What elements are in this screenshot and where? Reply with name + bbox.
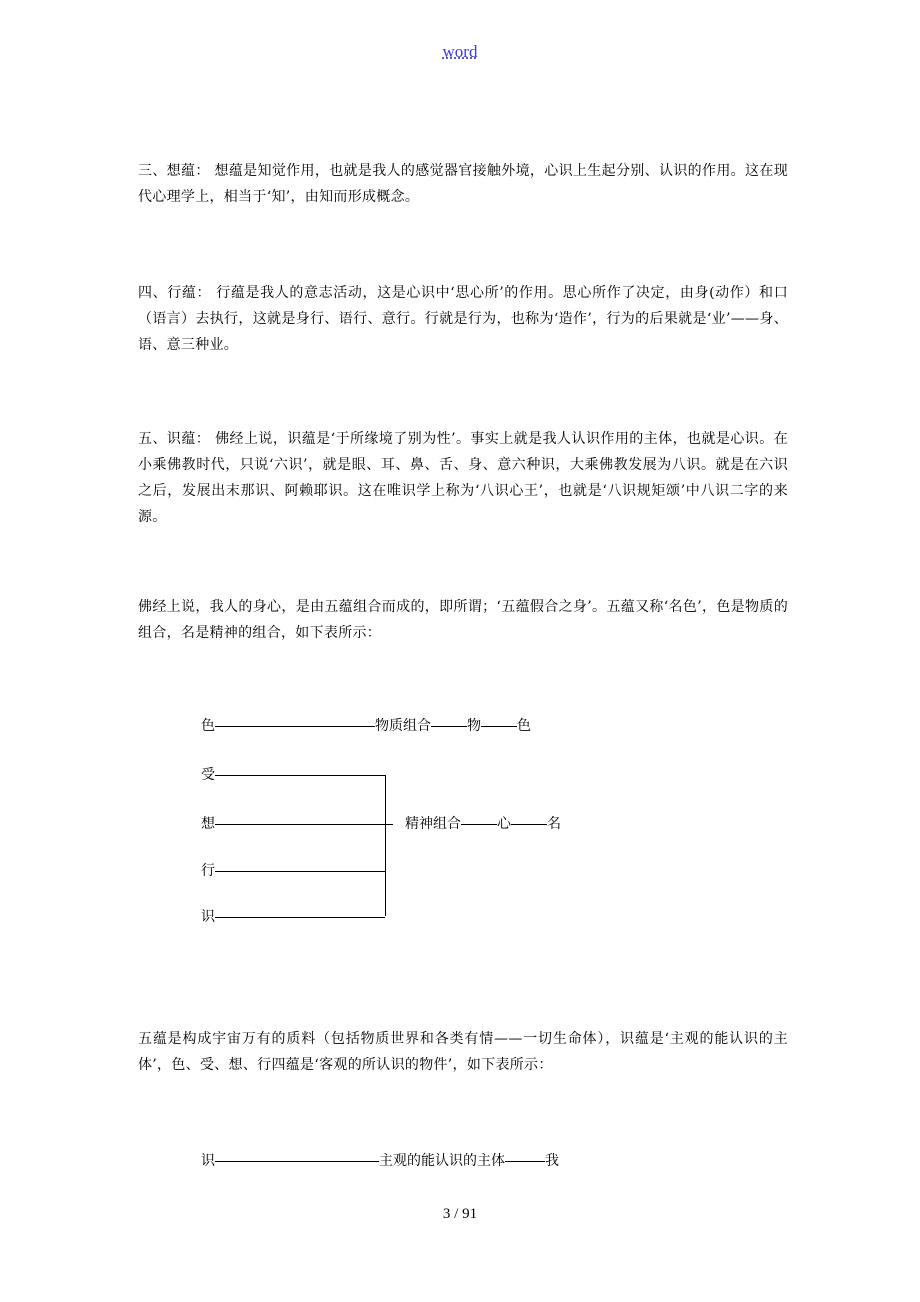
connector-line bbox=[511, 824, 547, 825]
paragraph-subject-object: 五蕴是构成宇宙万有的质料（包括物质世界和各类有情——一切生命体），识蕴是‘主观的能认识的主体’，色、受、想、行四蕴是‘客观的所认识的物件’，如下表所示： bbox=[138, 1031, 788, 1073]
page-number: 3 / 91 bbox=[442, 1206, 478, 1222]
diagram2-desc: 主观的能认识的主体 bbox=[379, 1153, 505, 1169]
diagram-row-xing bbox=[201, 861, 385, 881]
connector-line bbox=[461, 824, 497, 825]
diagram-row-se bbox=[201, 716, 531, 736]
connector-line bbox=[215, 726, 375, 727]
subject-diagram-row bbox=[201, 1151, 559, 1171]
connector-line bbox=[505, 1161, 545, 1162]
paragraph-xing-yun: 四、行蕴： 行蕴是我人的意志活动，这是心识中‘思心所’的作用。思心所作了决定，由身(动作）和口（语言）去执行，这就是身行、语行、意行。行就是行为，也称为‘造作’，行为的后果就是‘业’——身、语、意三种业。 bbox=[138, 285, 788, 353]
connector-line bbox=[431, 726, 467, 727]
diagram-se-group: 物质组合 bbox=[375, 718, 431, 734]
connector-line bbox=[481, 726, 517, 727]
paragraph-xiang-yun: 三、想蕴： 想蕴是知觉作用，也就是我人的感觉器官接触外境，心识上生起分别、认识的作用。这在现代心理学上，相当于‘知’，由知而形成概念。 bbox=[138, 163, 788, 205]
header-word-link[interactable]: word bbox=[442, 42, 478, 61]
connector-line bbox=[215, 871, 385, 872]
diagram-xing-label: 行 bbox=[201, 863, 215, 879]
paragraph-five-aggregates: 佛经上说，我人的身心，是由五蕴组合而成的，即所谓；‘五蕴假合之身’。五蕴又称‘名色’，色是物质的组合，名是精神的组合，如下表所示： bbox=[138, 599, 788, 641]
connector-line bbox=[215, 1161, 379, 1162]
diagram-row-shou bbox=[201, 765, 385, 785]
diagram-se-label: 色 bbox=[201, 718, 215, 734]
connector-line bbox=[215, 917, 385, 918]
diagram2-self: 我 bbox=[545, 1153, 559, 1169]
diagram-xiang-label: 想 bbox=[201, 816, 215, 832]
connector-line bbox=[215, 824, 393, 825]
diagram-se-name: 色 bbox=[517, 718, 531, 734]
diagram-shou-label: 受 bbox=[201, 767, 215, 783]
paragraph-shi-yun: 五、识蕴： 佛经上说，识蕴是‘于所缘境了别为性’。事实上就是我人认识作用的主体，也就是心识。在小乘佛教时代，只说‘六识’，就是眼、耳、鼻、舌、身、意六种识，大乘佛教发展为八识。就是在六识之后，发展出末那识、阿赖耶识。这在唯识学上称为‘八识心王’，也就是‘八识规矩颂’中八识二字的来源。 bbox=[138, 431, 788, 525]
connector-line bbox=[215, 775, 385, 776]
diagram-row-shi bbox=[201, 907, 385, 927]
diagram-xiang-group: 精神组合 bbox=[405, 816, 461, 832]
diagram-shi-label: 识 bbox=[201, 909, 215, 925]
diagram-se-thing: 物 bbox=[467, 718, 481, 734]
diagram-bracket bbox=[385, 775, 386, 916]
diagram-xiang-name: 名 bbox=[547, 816, 561, 832]
diagram2-shi-label: 识 bbox=[201, 1153, 215, 1169]
diagram-xiang-thing: 心 bbox=[497, 816, 511, 832]
page-header bbox=[0, 42, 920, 62]
diagram-row-xiang bbox=[201, 814, 561, 834]
